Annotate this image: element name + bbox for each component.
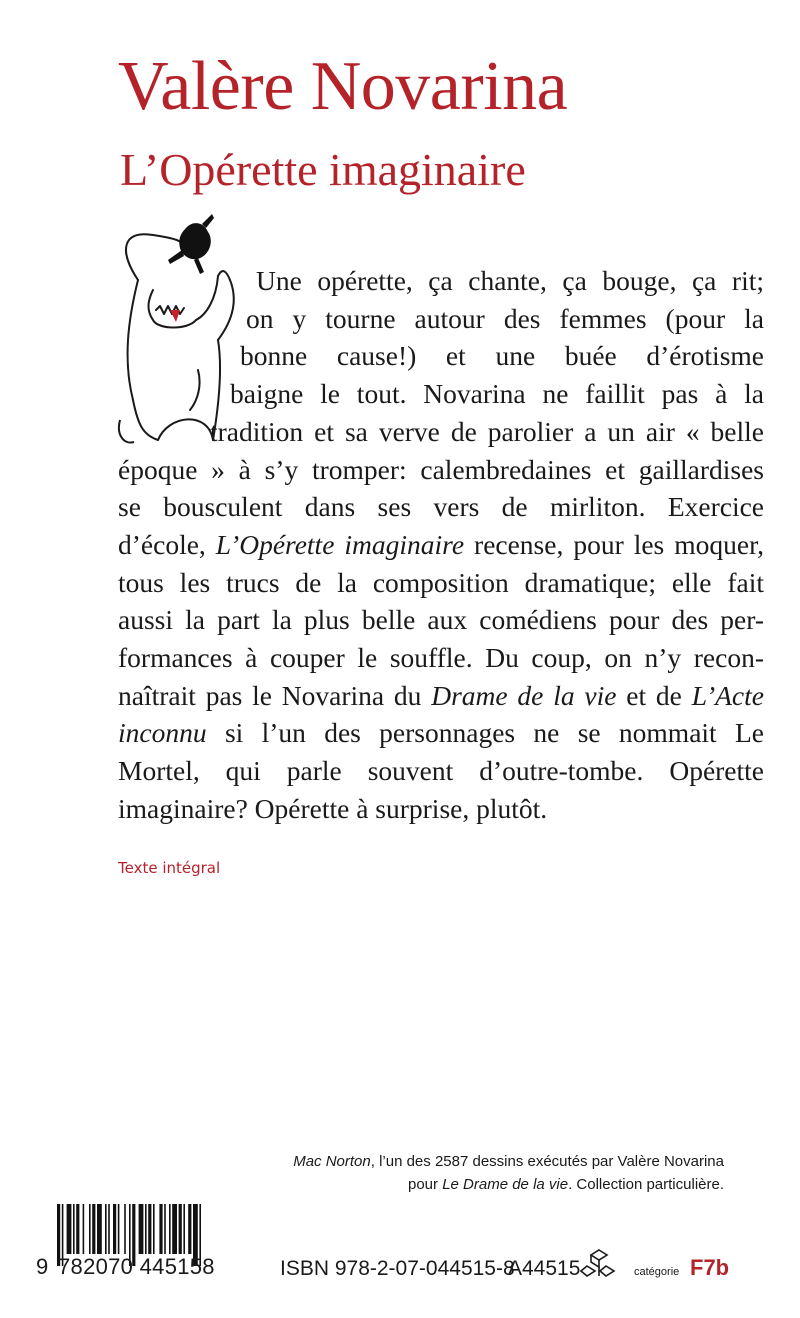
- blurb-line: imaginaire? Opérette à surprise, plutôt.: [118, 792, 548, 824]
- barcode-digits: 782070 445158: [58, 1254, 215, 1279]
- barcode-bar: [172, 1204, 177, 1254]
- publisher-code: A44515: [508, 1257, 581, 1280]
- barcode-bar: [148, 1204, 151, 1254]
- blurb-line: [118, 526, 764, 564]
- blurb-line: formances à couper le souffle. Du coup, on n’y recon-: [118, 642, 764, 674]
- barcode-bar: [164, 1204, 166, 1254]
- credit-text: . Collection particulière.: [568, 1176, 724, 1193]
- credit-italic: Le Drame de la vie: [442, 1176, 569, 1193]
- barcode-bar: [153, 1204, 155, 1254]
- blurb-line: se bousculent dans ses vers de mirliton. Exercice: [118, 491, 764, 523]
- blurb-italic: L’Opérette imaginaire: [215, 528, 465, 560]
- blurb-italic: inconnu: [118, 717, 207, 749]
- blurb-line: Mortel, qui parle souvent d’outre-tombe. Opérette: [118, 755, 764, 787]
- blurb-text: recense, pour les moquer,: [474, 528, 765, 560]
- blurb-line: [118, 677, 764, 715]
- credit-text: pour: [407, 1176, 439, 1193]
- blurb-italic: Drame de la vie: [431, 679, 617, 711]
- barcode-bar: [124, 1204, 126, 1254]
- barcode-bar: [188, 1204, 191, 1254]
- blurb-line: bonne cause!) et une buée d’érotisme: [240, 340, 764, 372]
- credit-line: [293, 1173, 724, 1196]
- barcode-bar: [105, 1204, 107, 1254]
- blurb-line: époque » à s’y tromper: calembredaines et gaillardises: [118, 453, 764, 485]
- author-name: Valère Novarina: [118, 48, 568, 125]
- isbn: ISBN 978-2-07-044515-8: [280, 1257, 515, 1280]
- book-title: L’Opérette imaginaire: [120, 144, 526, 195]
- barcode-bar: [145, 1204, 147, 1254]
- blurb-text: si l’un des personnages ne se nommait Le: [224, 717, 765, 749]
- barcode-bar: [183, 1204, 185, 1254]
- barcode-bar: [108, 1204, 110, 1254]
- blurb-line: [118, 714, 764, 752]
- category-code: F7b: [690, 1255, 730, 1280]
- barcode-bar: [83, 1204, 85, 1254]
- credit-line: [293, 1150, 724, 1173]
- barcode-first-digit: 9: [36, 1254, 49, 1279]
- barcode-bar: [92, 1204, 95, 1254]
- barcode-bar: [113, 1204, 116, 1254]
- barcode-bar: [67, 1204, 72, 1254]
- blurb-line: Une opérette, ça chante, ça bouge, ça rit;: [256, 265, 764, 296]
- blurb-line: tradition et sa verve de parolier a un air « belle: [210, 415, 764, 447]
- blurb-text: et de: [626, 679, 682, 711]
- blurb-line: baigne le tout. Novarina ne faillit pas à la: [230, 378, 764, 410]
- blurb-line: tous les trucs de la composition dramatique; elle fait: [118, 566, 764, 598]
- barcode-bar: [179, 1204, 182, 1254]
- barcode-bar: [76, 1204, 79, 1254]
- back-cover-blurb: [0, 262, 764, 828]
- barcode-bar: [169, 1204, 171, 1254]
- blurb-text: d’école,: [118, 528, 206, 560]
- barcode-bar: [139, 1204, 144, 1254]
- edition-mention: Texte intégral: [118, 859, 221, 877]
- barcode-bar: [89, 1204, 91, 1254]
- category-label: catégorie: [634, 1266, 680, 1278]
- credit-text: , l’un des 2587 dessins exécutés par Valère Novarina: [370, 1153, 724, 1170]
- barcode-bar: [118, 1204, 120, 1254]
- illustration-credit: [293, 1150, 724, 1196]
- blurb-text: naîtrait pas le Novarina du: [118, 679, 422, 711]
- credit-italic: Mac Norton: [293, 1153, 371, 1170]
- blurb-line: on y tourne autour des femmes (pour la: [246, 302, 764, 334]
- blurb-line: aussi la part la plus belle aux comédiens pour des per-: [118, 604, 764, 636]
- publisher-logo-icon: [580, 1246, 618, 1282]
- barcode-bar: [97, 1204, 102, 1254]
- barcode-bar: [159, 1204, 162, 1254]
- barcode-bar: [73, 1204, 75, 1254]
- blurb-italic: L’Acte: [691, 679, 764, 711]
